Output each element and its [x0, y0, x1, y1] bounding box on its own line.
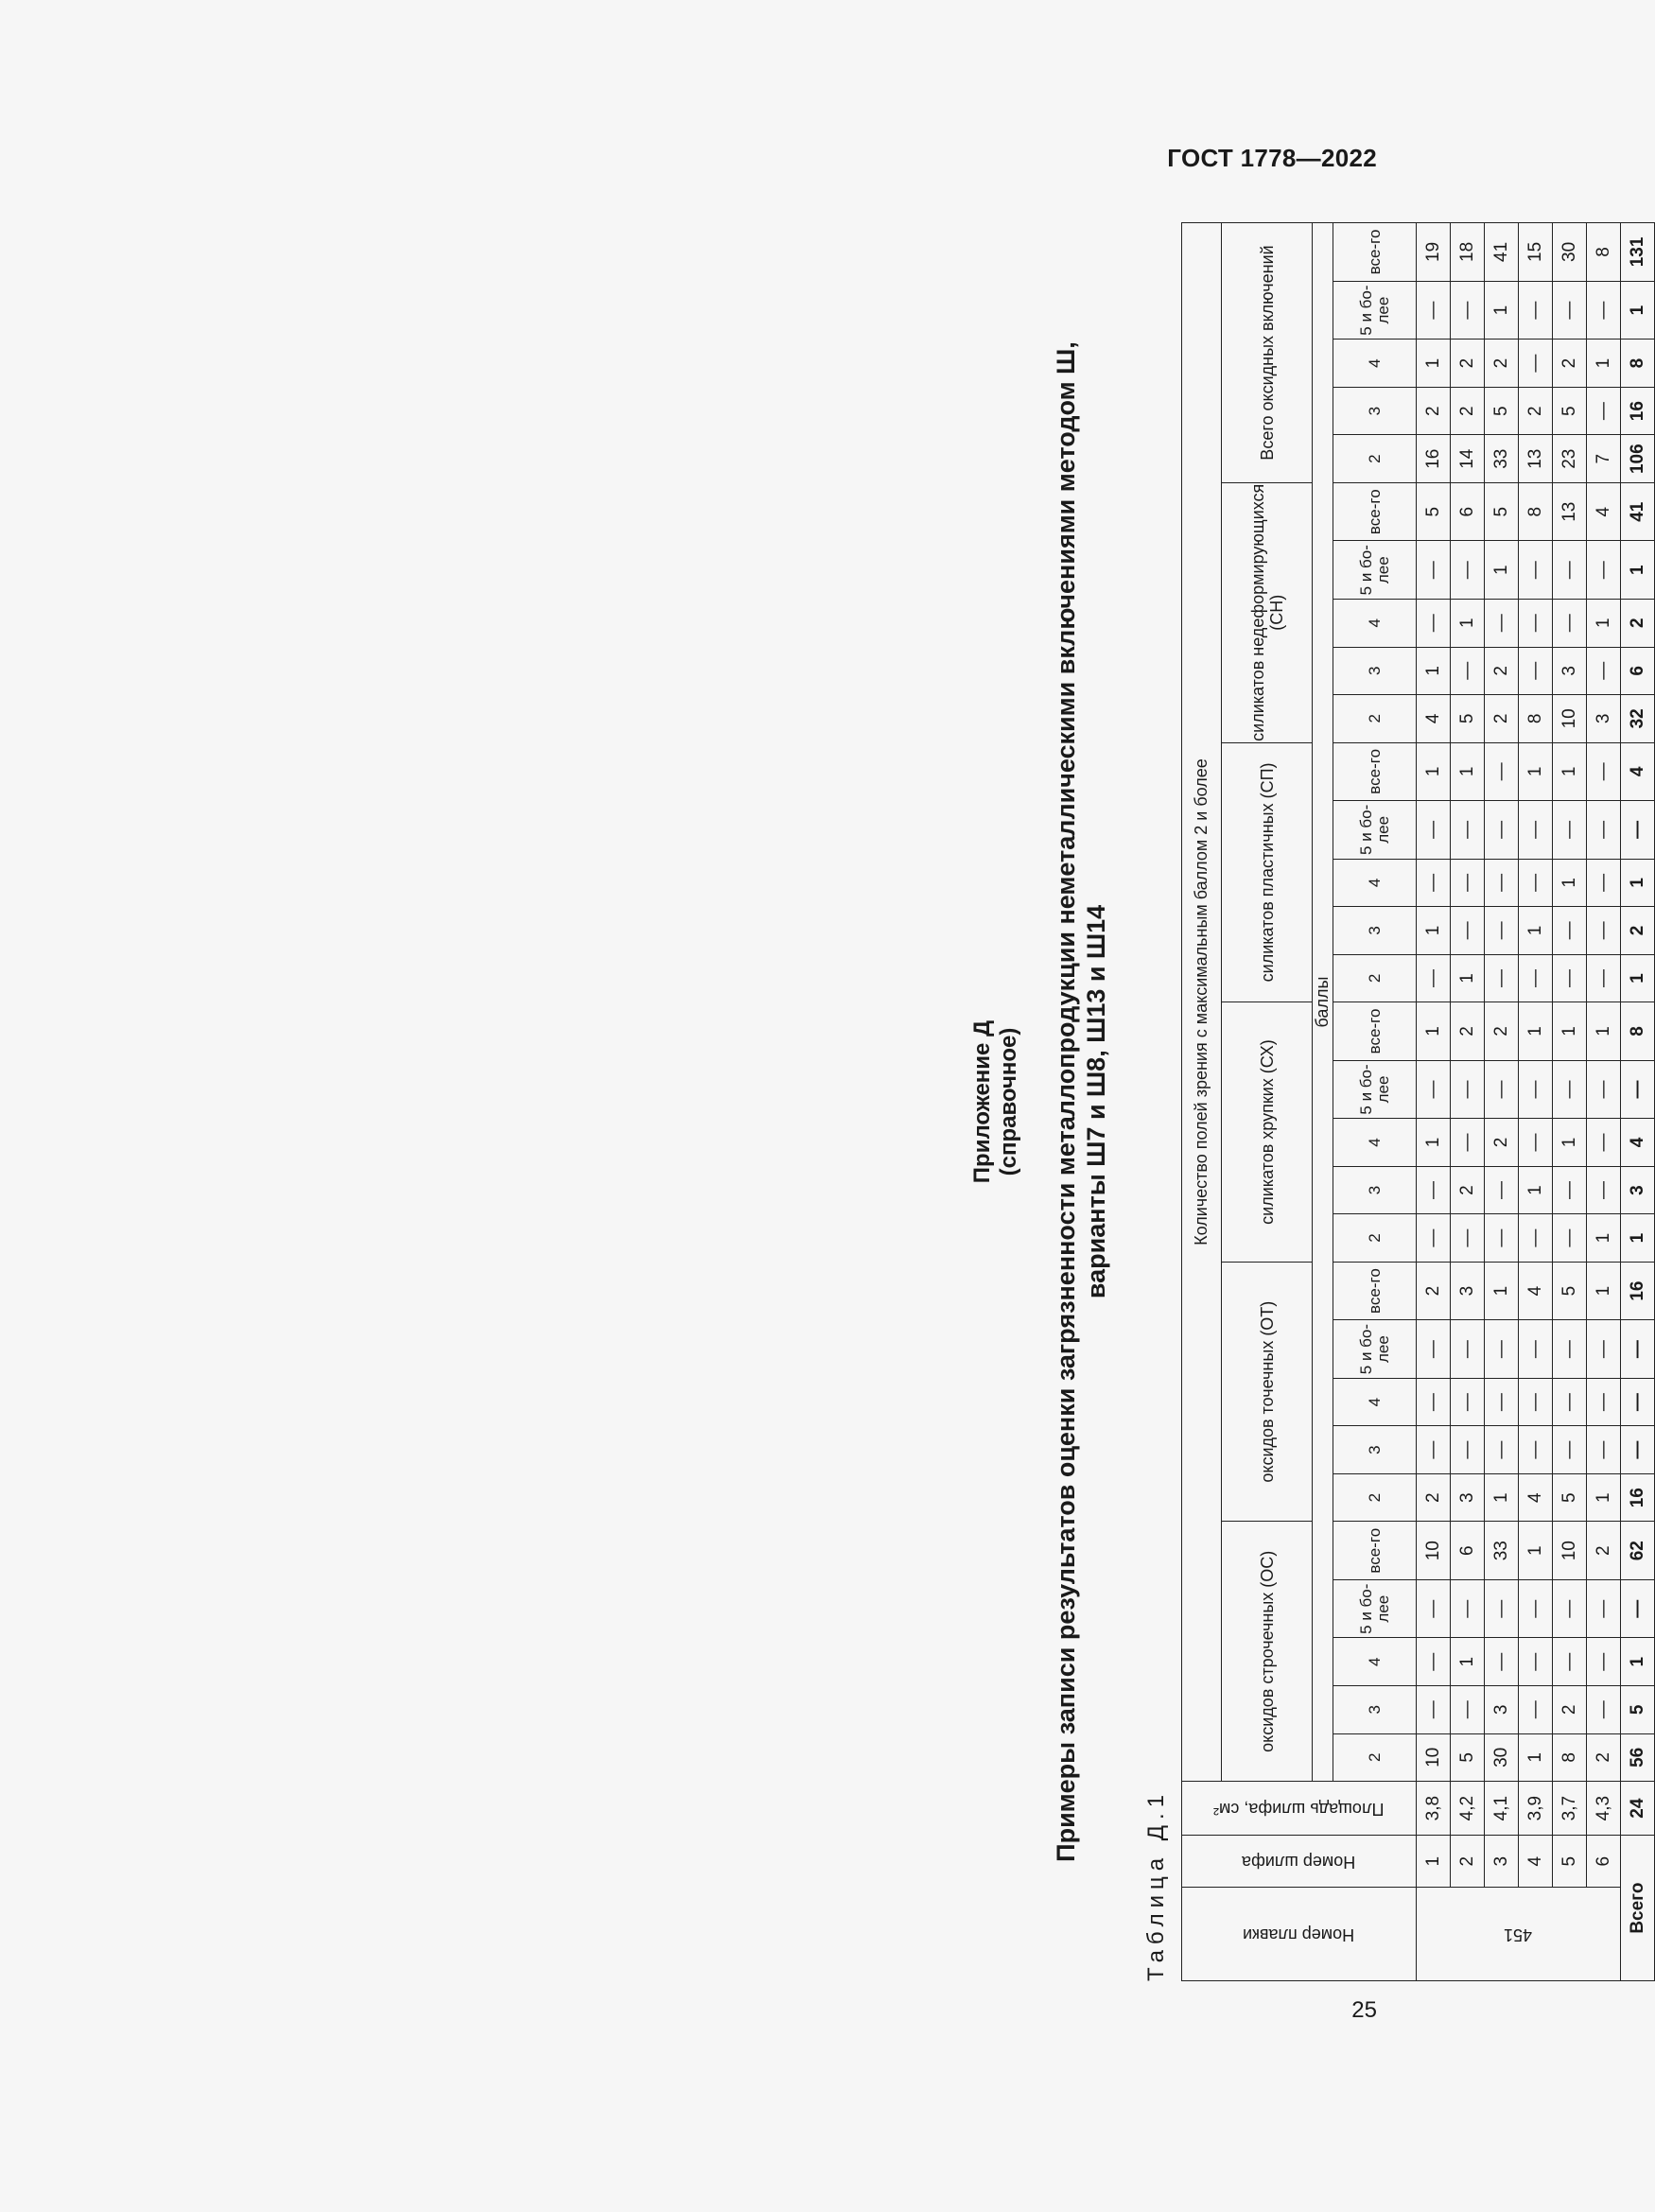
value-cell: —: [1587, 281, 1621, 340]
value-cell: —: [1417, 1579, 1451, 1638]
ball-subheader: 2: [1333, 435, 1417, 483]
total-area-cell: 24: [1621, 1782, 1655, 1836]
value-cell: —: [1485, 954, 1519, 1002]
value-cell: 1: [1417, 907, 1451, 955]
total-value-cell: —: [1621, 1320, 1655, 1379]
value-cell: —: [1553, 599, 1587, 647]
total-label: Всего: [1621, 1836, 1655, 1981]
area-cell: 3,7: [1553, 1782, 1587, 1836]
value-cell: —: [1519, 1378, 1553, 1426]
value-cell: 2: [1587, 1733, 1621, 1782]
value-cell: 1: [1587, 1473, 1621, 1522]
value-cell: —: [1485, 1166, 1519, 1214]
ball-subheader: 3: [1333, 907, 1417, 955]
value-cell: 41: [1485, 223, 1519, 282]
value-cell: —: [1519, 647, 1553, 695]
total-value-cell: 1: [1621, 954, 1655, 1002]
value-cell: —: [1553, 1214, 1587, 1263]
value-cell: —: [1451, 281, 1485, 340]
value-cell: 2: [1553, 340, 1587, 388]
value-cell: 1: [1587, 1262, 1621, 1320]
value-cell: 23: [1553, 435, 1587, 483]
melt-number-header: Номер плавки: [1182, 1888, 1417, 1981]
value-cell: 30: [1485, 1733, 1519, 1782]
value-cell: 10: [1417, 1522, 1451, 1580]
value-cell: 3: [1485, 1686, 1519, 1734]
value-cell: 5: [1451, 695, 1485, 743]
fields-count-header: Количество полей зрения с максимальным баллом 2 и более: [1182, 223, 1222, 1782]
total-value-cell: 106: [1621, 435, 1655, 483]
value-cell: 1: [1417, 340, 1451, 388]
value-cell: —: [1519, 1638, 1553, 1686]
ball-subheader: 5 и бо-лее: [1333, 1060, 1417, 1119]
value-cell: —: [1417, 1320, 1451, 1379]
value-cell: 1: [1587, 1214, 1621, 1263]
total-value-cell: 1: [1621, 1638, 1655, 1686]
total-value-cell: 1: [1621, 281, 1655, 340]
value-cell: —: [1587, 1166, 1621, 1214]
value-cell: —: [1587, 1119, 1621, 1167]
total-value-cell: —: [1621, 1579, 1655, 1638]
table-row: [1451, 223, 1485, 1981]
value-cell: 1: [1587, 340, 1621, 388]
ball-subheader: все-го: [1333, 223, 1417, 282]
value-cell: 2: [1519, 387, 1553, 435]
value-cell: 1: [1519, 1522, 1553, 1580]
value-cell: —: [1587, 1426, 1621, 1474]
value-cell: —: [1519, 1579, 1553, 1638]
value-cell: —: [1417, 954, 1451, 1002]
value-cell: 1: [1587, 1002, 1621, 1061]
value-cell: 4: [1519, 1262, 1553, 1320]
group-header: силикатов пластичных (СП): [1222, 742, 1313, 1002]
group-header: Всего оксидных включений: [1222, 223, 1313, 483]
value-cell: 14: [1451, 435, 1485, 483]
total-value-cell: —: [1621, 1060, 1655, 1119]
value-cell: —: [1587, 859, 1621, 907]
ball-subheader: 2: [1333, 695, 1417, 743]
value-cell: 1: [1451, 1638, 1485, 1686]
total-value-cell: —: [1621, 1426, 1655, 1474]
value-cell: 1: [1451, 742, 1485, 801]
value-cell: 1: [1451, 599, 1485, 647]
value-cell: —: [1451, 1060, 1485, 1119]
value-cell: 13: [1519, 435, 1553, 483]
value-cell: —: [1553, 801, 1587, 860]
value-cell: 1: [1417, 1002, 1451, 1061]
value-cell: 2: [1485, 1002, 1519, 1061]
value-cell: —: [1553, 1579, 1587, 1638]
value-cell: 30: [1553, 223, 1587, 282]
total-value-cell: 41: [1621, 482, 1655, 541]
ball-subheader: 2: [1333, 954, 1417, 1002]
value-cell: 1: [1519, 742, 1553, 801]
ball-subheader: все-го: [1333, 1522, 1417, 1580]
value-cell: 1: [1417, 742, 1451, 801]
value-cell: —: [1519, 801, 1553, 860]
value-cell: 13: [1553, 482, 1587, 541]
section-cell: 2: [1451, 1836, 1485, 1888]
value-cell: 10: [1417, 1733, 1451, 1782]
value-cell: —: [1417, 599, 1451, 647]
value-cell: 5: [1553, 387, 1587, 435]
value-cell: 16: [1417, 435, 1451, 483]
main-title-line2: варианты Ш7 и Ш8, Ш13 и Ш14: [1082, 904, 1110, 1299]
value-cell: —: [1587, 1378, 1621, 1426]
total-value-cell: 56: [1621, 1733, 1655, 1782]
value-cell: —: [1587, 801, 1621, 860]
value-cell: 1: [1553, 1002, 1587, 1061]
value-cell: 15: [1519, 223, 1553, 282]
value-cell: 2: [1451, 387, 1485, 435]
value-cell: 8: [1519, 482, 1553, 541]
value-cell: —: [1417, 281, 1451, 340]
value-cell: 4: [1587, 482, 1621, 541]
ball-subheader: все-го: [1333, 742, 1417, 801]
main-title-line1: Примеры записи результатов оценки загрязненности металлопродукции неметаллическими включениями методом Ш,: [1052, 341, 1080, 1862]
appendix-title: Приложение Д: [969, 1019, 995, 1184]
value-cell: —: [1417, 1214, 1451, 1263]
value-cell: —: [1451, 859, 1485, 907]
total-value-cell: 16: [1621, 1262, 1655, 1320]
balls-header: баллы: [1313, 223, 1333, 1782]
value-cell: —: [1587, 1638, 1621, 1686]
value-cell: —: [1519, 1060, 1553, 1119]
value-cell: 5: [1451, 1733, 1485, 1782]
value-cell: 2: [1485, 1119, 1519, 1167]
value-cell: —: [1519, 1426, 1553, 1474]
value-cell: 33: [1485, 435, 1519, 483]
ball-subheader: 4: [1333, 859, 1417, 907]
value-cell: 4: [1519, 1473, 1553, 1522]
area-cell: 4,1: [1485, 1782, 1519, 1836]
total-value-cell: 3: [1621, 1166, 1655, 1214]
total-value-cell: 1: [1621, 1214, 1655, 1263]
table-row: [1519, 223, 1553, 1981]
group-header: оксидов точечных (ОТ): [1222, 1262, 1313, 1522]
total-value-cell: 8: [1621, 1002, 1655, 1061]
value-cell: —: [1519, 1214, 1553, 1263]
value-cell: —: [1587, 742, 1621, 801]
section-cell: 1: [1417, 1836, 1451, 1888]
value-cell: —: [1519, 1119, 1553, 1167]
value-cell: 1: [1519, 1166, 1553, 1214]
ball-subheader: 4: [1333, 599, 1417, 647]
value-cell: 5: [1553, 1473, 1587, 1522]
ball-subheader: 3: [1333, 1686, 1417, 1734]
value-cell: —: [1485, 1060, 1519, 1119]
value-cell: —: [1519, 599, 1553, 647]
ball-subheader: 4: [1333, 1638, 1417, 1686]
value-cell: 1: [1451, 954, 1485, 1002]
value-cell: —: [1587, 541, 1621, 600]
value-cell: 2: [1451, 1166, 1485, 1214]
value-cell: —: [1417, 801, 1451, 860]
ball-subheader: 5 и бо-лее: [1333, 541, 1417, 600]
value-cell: 18: [1451, 223, 1485, 282]
value-cell: 6: [1451, 482, 1485, 541]
total-value-cell: 6: [1621, 647, 1655, 695]
total-value-cell: 4: [1621, 1119, 1655, 1167]
area-header: Площадь шлифа, см²: [1182, 1782, 1417, 1836]
value-cell: —: [1553, 1378, 1587, 1426]
value-cell: —: [1417, 1638, 1451, 1686]
value-cell: —: [1553, 954, 1587, 1002]
melt-number-cell: 451: [1417, 1888, 1621, 1981]
ball-subheader: 4: [1333, 340, 1417, 388]
ball-subheader: 2: [1333, 1214, 1417, 1263]
value-cell: —: [1553, 1638, 1587, 1686]
section-cell: 3: [1485, 1836, 1519, 1888]
total-value-cell: 62: [1621, 1522, 1655, 1580]
value-cell: —: [1519, 1320, 1553, 1379]
total-value-cell: 16: [1621, 387, 1655, 435]
value-cell: 1: [1587, 599, 1621, 647]
ball-subheader: 2: [1333, 1733, 1417, 1782]
total-value-cell: 4: [1621, 742, 1655, 801]
value-cell: 2: [1417, 387, 1451, 435]
ball-subheader: 3: [1333, 1426, 1417, 1474]
value-cell: —: [1485, 801, 1519, 860]
ball-subheader: 2: [1333, 1473, 1417, 1522]
total-value-cell: 16: [1621, 1473, 1655, 1522]
value-cell: —: [1451, 1119, 1485, 1167]
value-cell: 33: [1485, 1522, 1519, 1580]
value-cell: 3: [1587, 695, 1621, 743]
total-value-cell: —: [1621, 801, 1655, 860]
total-value-cell: 2: [1621, 599, 1655, 647]
value-cell: —: [1451, 1320, 1485, 1379]
value-cell: —: [1485, 742, 1519, 801]
value-cell: —: [1451, 647, 1485, 695]
value-cell: —: [1553, 1426, 1587, 1474]
value-cell: 2: [1451, 340, 1485, 388]
value-cell: —: [1451, 1686, 1485, 1734]
ball-subheader: 3: [1333, 647, 1417, 695]
total-value-cell: 131: [1621, 223, 1655, 282]
ball-subheader: 5 и бо-лее: [1333, 1579, 1417, 1638]
value-cell: 3: [1451, 1473, 1485, 1522]
value-cell: —: [1553, 907, 1587, 955]
ball-subheader: все-го: [1333, 1002, 1417, 1061]
table-caption: Таблица Д.1: [1143, 1788, 1169, 1981]
area-cell: 4,3: [1587, 1782, 1621, 1836]
value-cell: 10: [1553, 1522, 1587, 1580]
value-cell: —: [1519, 281, 1553, 340]
value-cell: —: [1587, 1060, 1621, 1119]
value-cell: —: [1587, 1686, 1621, 1734]
section-cell: 4: [1519, 1836, 1553, 1888]
value-cell: —: [1485, 1638, 1519, 1686]
value-cell: —: [1485, 1426, 1519, 1474]
ball-subheader: 5 и бо-лее: [1333, 281, 1417, 340]
group-header: силикатов недеформирующихся (СН): [1222, 482, 1313, 742]
value-cell: —: [1587, 907, 1621, 955]
value-cell: 2: [1417, 1262, 1451, 1320]
value-cell: 1: [1519, 907, 1553, 955]
value-cell: —: [1519, 340, 1553, 388]
value-cell: 8: [1587, 223, 1621, 282]
value-cell: —: [1587, 1579, 1621, 1638]
value-cell: —: [1417, 541, 1451, 600]
total-value-cell: 2: [1621, 907, 1655, 955]
value-cell: 10: [1553, 695, 1587, 743]
value-cell: —: [1451, 1378, 1485, 1426]
area-cell: 3,9: [1519, 1782, 1553, 1836]
value-cell: 3: [1553, 647, 1587, 695]
value-cell: —: [1519, 954, 1553, 1002]
value-cell: —: [1451, 1579, 1485, 1638]
total-value-cell: 8: [1621, 340, 1655, 388]
value-cell: 1: [1417, 1119, 1451, 1167]
value-cell: 2: [1417, 1473, 1451, 1522]
ball-subheader: 3: [1333, 1166, 1417, 1214]
rotated-content: [969, 222, 1647, 1981]
table-row: [1587, 223, 1621, 1981]
value-cell: 3: [1451, 1262, 1485, 1320]
value-cell: 1: [1485, 281, 1519, 340]
total-value-cell: 1: [1621, 541, 1655, 600]
value-cell: 2: [1451, 1002, 1485, 1061]
value-cell: —: [1451, 801, 1485, 860]
value-cell: 1: [1485, 1262, 1519, 1320]
value-cell: —: [1451, 907, 1485, 955]
value-cell: 1: [1553, 742, 1587, 801]
value-cell: 2: [1587, 1522, 1621, 1580]
value-cell: 1: [1519, 1733, 1553, 1782]
value-cell: 4: [1417, 695, 1451, 743]
value-cell: —: [1587, 647, 1621, 695]
value-cell: 8: [1553, 1733, 1587, 1782]
value-cell: —: [1519, 859, 1553, 907]
appendix-type: (справочное): [996, 1027, 1021, 1176]
value-cell: —: [1587, 1320, 1621, 1379]
value-cell: 2: [1553, 1686, 1587, 1734]
value-cell: —: [1519, 1686, 1553, 1734]
value-cell: —: [1417, 1686, 1451, 1734]
value-cell: 1: [1553, 1119, 1587, 1167]
total-value-cell: —: [1621, 1378, 1655, 1426]
section-number-header: Номер шлифа: [1182, 1836, 1417, 1888]
total-value-cell: 1: [1621, 859, 1655, 907]
titles-block: [969, 222, 1111, 1981]
value-cell: —: [1553, 281, 1587, 340]
value-cell: 5: [1485, 387, 1519, 435]
section-cell: 6: [1587, 1836, 1621, 1888]
value-cell: —: [1553, 541, 1587, 600]
standard-header: ГОСТ 1778—2022: [1167, 144, 1377, 172]
group-header: оксидов строчечных (ОС): [1222, 1522, 1313, 1782]
value-cell: —: [1485, 1214, 1519, 1263]
value-cell: 7: [1587, 435, 1621, 483]
value-cell: —: [1417, 1166, 1451, 1214]
value-cell: —: [1587, 387, 1621, 435]
inclusion-table: [1181, 222, 1655, 1981]
value-cell: —: [1553, 1320, 1587, 1379]
value-cell: 5: [1485, 482, 1519, 541]
value-cell: 1: [1519, 1002, 1553, 1061]
value-cell: 19: [1417, 223, 1451, 282]
value-cell: 5: [1553, 1262, 1587, 1320]
value-cell: —: [1451, 1426, 1485, 1474]
value-cell: 1: [1553, 859, 1587, 907]
value-cell: 1: [1485, 541, 1519, 600]
value-cell: 6: [1451, 1522, 1485, 1580]
value-cell: 2: [1485, 340, 1519, 388]
value-cell: —: [1451, 1214, 1485, 1263]
value-cell: 1: [1417, 647, 1451, 695]
value-cell: —: [1553, 1060, 1587, 1119]
value-cell: 8: [1519, 695, 1553, 743]
value-cell: —: [1417, 1060, 1451, 1119]
value-cell: —: [1553, 1166, 1587, 1214]
section-cell: 5: [1553, 1836, 1587, 1888]
value-cell: —: [1485, 599, 1519, 647]
ball-subheader: 4: [1333, 1119, 1417, 1167]
value-cell: 1: [1485, 1473, 1519, 1522]
value-cell: —: [1417, 1426, 1451, 1474]
value-cell: —: [1417, 1378, 1451, 1426]
value-cell: —: [1485, 1378, 1519, 1426]
ball-subheader: 4: [1333, 1378, 1417, 1426]
ball-subheader: 3: [1333, 387, 1417, 435]
ball-subheader: 5 и бо-лее: [1333, 801, 1417, 860]
area-cell: 3,8: [1417, 1782, 1451, 1836]
value-cell: 5: [1417, 482, 1451, 541]
value-cell: —: [1485, 907, 1519, 955]
total-value-cell: 5: [1621, 1686, 1655, 1734]
total-value-cell: 32: [1621, 695, 1655, 743]
ball-subheader: все-го: [1333, 482, 1417, 541]
value-cell: —: [1587, 954, 1621, 1002]
ball-subheader: все-го: [1333, 1262, 1417, 1320]
value-cell: —: [1485, 859, 1519, 907]
group-header: силикатов хрупких (СХ): [1222, 1002, 1313, 1263]
total-row: [1621, 223, 1655, 1981]
page-number: 25: [1351, 1997, 1377, 2023]
table-row: [1485, 223, 1519, 1981]
value-cell: —: [1485, 1320, 1519, 1379]
value-cell: —: [1451, 541, 1485, 600]
value-cell: —: [1417, 859, 1451, 907]
value-cell: —: [1519, 541, 1553, 600]
value-cell: —: [1485, 1579, 1519, 1638]
area-cell: 4,2: [1451, 1782, 1485, 1836]
ball-subheader: 5 и бо-лее: [1333, 1320, 1417, 1379]
value-cell: 2: [1485, 647, 1519, 695]
table-row: [1417, 223, 1451, 1981]
table-row: [1553, 223, 1587, 1981]
value-cell: 2: [1485, 695, 1519, 743]
